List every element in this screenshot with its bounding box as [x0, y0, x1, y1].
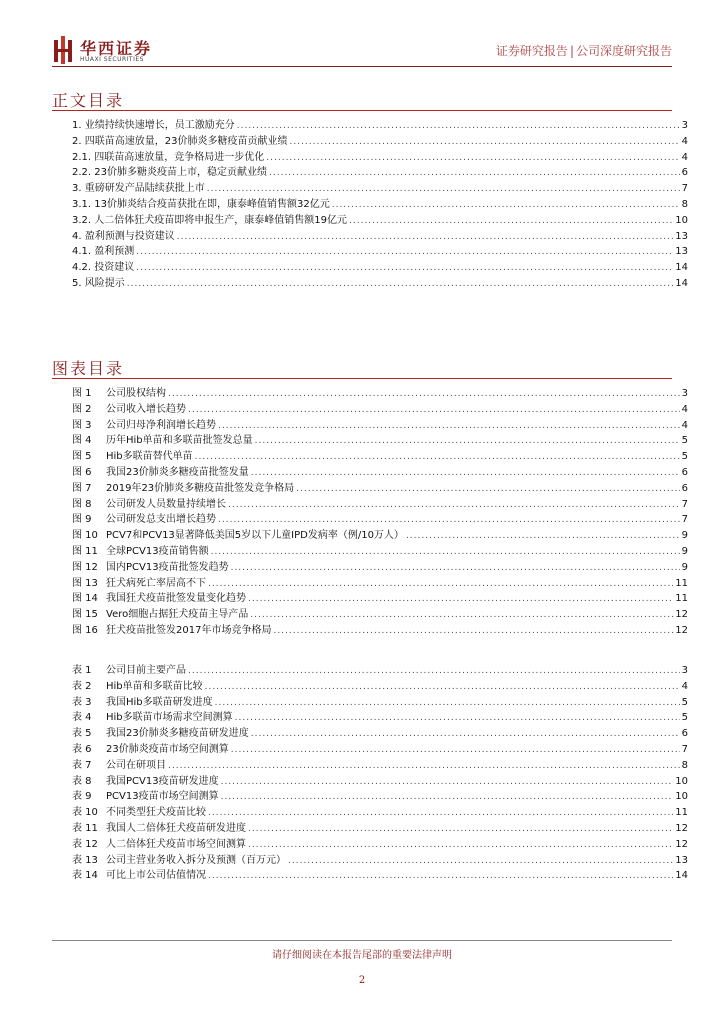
entry-page: 9 — [681, 561, 688, 573]
entry-text: 我国PCV13疫苗研发进度 — [106, 775, 219, 787]
entry-number: 图 11 — [72, 545, 98, 557]
entry-label — [72, 607, 250, 623]
logo-chinese-name: 华西证券 — [80, 39, 153, 58]
entry-label: 4.2. 投资建议 — [72, 262, 135, 274]
dot-leader — [251, 727, 680, 743]
toc-entry[interactable] — [72, 260, 688, 276]
dot-leader — [136, 261, 673, 277]
figures-title: 图表目录 — [52, 359, 125, 378]
entry-number: 表 11 — [72, 822, 98, 834]
entry-page: 14 — [675, 870, 688, 882]
toc-entry[interactable] — [72, 868, 688, 884]
entry-page: 5 — [681, 435, 688, 447]
dot-leader — [168, 759, 680, 775]
entry-label — [72, 821, 248, 837]
entry-page: 6 — [681, 167, 688, 179]
toc-entry[interactable] — [72, 805, 688, 821]
report-category — [496, 42, 672, 59]
figure-list — [72, 386, 688, 639]
dot-leader — [251, 466, 680, 482]
dot-leader — [221, 775, 674, 791]
entry-page: 14 — [675, 277, 688, 289]
toc-entry[interactable] — [72, 528, 688, 544]
entry-text: Hib多联苗市场需求空间测算 — [106, 712, 233, 724]
entry-number: 图 4 — [72, 435, 92, 447]
toc-entry[interactable] — [72, 789, 688, 805]
entry-text: 历年Hib单苗和多联苗批签发总量 — [106, 435, 253, 447]
entry-text: Hib多联苗替代单苗 — [106, 451, 193, 463]
entry-number: 图 6 — [72, 466, 92, 478]
dot-leader — [208, 806, 673, 822]
dot-leader — [221, 790, 674, 806]
toc-entry[interactable] — [72, 679, 688, 695]
dot-leader — [248, 838, 673, 854]
entry-text: 狂犬病死亡率居高不下 — [106, 577, 206, 589]
entry-label — [72, 449, 195, 465]
entry-label — [72, 544, 211, 560]
entry-label — [72, 837, 248, 853]
entry-page: 4 — [681, 135, 688, 147]
entry-page: 13 — [675, 854, 688, 866]
entry-number: 图 2 — [72, 403, 92, 415]
toc-entry[interactable] — [72, 402, 688, 418]
entry-number: 图 13 — [72, 577, 98, 589]
toc-entry[interactable] — [72, 663, 688, 679]
dot-leader — [218, 419, 680, 435]
entry-label — [72, 695, 215, 711]
entry-page: 4 — [681, 151, 688, 163]
toc-entry[interactable] — [72, 837, 688, 853]
dot-leader — [273, 624, 673, 640]
toc-entry[interactable] — [72, 710, 688, 726]
entry-text: 公司研发人员数量持续增长 — [106, 498, 226, 510]
dot-leader — [208, 869, 673, 885]
dot-leader — [207, 182, 680, 198]
entry-text: 公司股权结构 — [106, 388, 166, 399]
entry-page: 6 — [681, 466, 688, 478]
entry-text: 公司归母净利润增长趋势 — [106, 419, 216, 431]
entry-page: 11 — [675, 577, 688, 589]
entry-page: 11 — [675, 807, 688, 819]
entry-text: 2019年23价肺炎多糖疫苗批签发竞争格局 — [106, 482, 295, 494]
toc-title-rule — [52, 110, 672, 111]
entry-label — [72, 576, 208, 592]
entry-text: 我国23价肺炎多糖疫苗研发进度 — [106, 728, 249, 740]
entry-text: PCV13疫苗市场空间测算 — [106, 791, 219, 803]
entry-label — [72, 742, 231, 758]
entry-page: 3 — [681, 665, 688, 676]
dot-leader — [235, 711, 680, 727]
entry-text: 国内PCV13疫苗批签发趋势 — [106, 561, 229, 573]
dot-leader — [296, 482, 679, 498]
toc-entry[interactable] — [72, 276, 688, 292]
entry-number: 图 3 — [72, 419, 92, 431]
entry-number: 表 2 — [72, 680, 92, 692]
entry-text: 23价肺炎疫苗市场空间测算 — [106, 743, 229, 755]
entry-label — [72, 402, 188, 418]
report-subtype: 公司深度研究报告 — [575, 44, 672, 58]
dot-leader — [168, 387, 680, 403]
toc-entry[interactable] — [72, 742, 688, 758]
entry-label — [72, 774, 221, 790]
dot-leader — [231, 743, 680, 759]
entry-label: 1. 业绩持续快速增长，员工激励充分 — [72, 120, 235, 131]
entry-label: 3. 重磅研发产品陆续获批上市 — [72, 183, 205, 195]
dot-leader — [266, 151, 679, 167]
dot-leader — [406, 529, 680, 545]
toc-entry[interactable] — [72, 244, 688, 260]
toc-entry[interactable] — [72, 181, 688, 197]
entry-page: 6 — [681, 728, 688, 740]
entry-number: 表 9 — [72, 791, 92, 803]
entry-number: 表 1 — [72, 665, 92, 676]
entry-number: 图 5 — [72, 451, 92, 463]
entry-label: 2.2. 23价肺多糖炎疫苗上市，稳定贡献业绩 — [72, 167, 267, 179]
entry-page: 12 — [675, 609, 688, 621]
header-separator: | — [569, 44, 574, 58]
huaxi-logo-icon — [52, 36, 74, 64]
toc-entry[interactable] — [72, 118, 688, 134]
entry-number: 表 3 — [72, 696, 92, 708]
entry-page: 5 — [681, 696, 688, 708]
entry-page: 12 — [675, 624, 688, 636]
toc-entry[interactable] — [72, 481, 688, 497]
dot-leader — [188, 664, 680, 680]
dot-leader — [289, 135, 679, 151]
entry-text: 人二倍体狂犬疫苗市场空间测算 — [106, 838, 246, 850]
entry-label — [72, 853, 288, 869]
logo-english-name: HUAXI SECURITIES — [80, 56, 144, 63]
entry-page: 8 — [681, 198, 688, 210]
entry-label — [72, 591, 248, 607]
dot-leader — [228, 498, 680, 514]
entry-label — [72, 758, 168, 774]
entry-number: 表 5 — [72, 728, 92, 740]
entry-number: 图 7 — [72, 482, 92, 494]
toc-entry[interactable] — [72, 165, 688, 181]
toc-entry[interactable] — [72, 449, 688, 465]
toc-entry[interactable] — [72, 853, 688, 869]
toc-entry[interactable] — [72, 623, 688, 639]
entry-text: 公司收入增长趋势 — [106, 403, 186, 415]
legal-disclaimer: 请仔细阅读在本报告尾部的重要法律声明 — [272, 950, 452, 961]
toc-entry[interactable] — [72, 726, 688, 742]
entry-label — [72, 386, 168, 402]
entry-page: 8 — [681, 759, 688, 771]
dot-leader — [248, 592, 673, 608]
entry-page: 7 — [681, 498, 688, 510]
entry-text: 我国23价肺炎多糖疫苗批签发量 — [106, 466, 249, 478]
entry-number: 图 9 — [72, 514, 92, 526]
toc-entry[interactable] — [72, 197, 688, 213]
entry-number: 图 1 — [72, 388, 92, 399]
entry-page: 5 — [681, 451, 688, 463]
entry-page: 12 — [675, 822, 688, 834]
entry-number: 图 16 — [72, 624, 98, 636]
entry-text: 公司主营业务收入拆分及预测（百万元） — [106, 854, 286, 866]
entry-label — [72, 623, 273, 639]
dot-leader — [205, 680, 680, 696]
entry-page: 14 — [675, 262, 688, 274]
entry-text: PCV7和PCV13显著降低美国5岁以下儿童IPD发病率（例/10万人） — [106, 530, 404, 542]
entry-page: 4 — [681, 403, 688, 415]
toc-entry[interactable] — [72, 433, 688, 449]
dot-leader — [188, 403, 680, 419]
page-header — [0, 0, 724, 70]
entry-label — [72, 465, 251, 481]
entry-text: 公司研发总支出增长趋势 — [106, 514, 216, 526]
entry-page: 7 — [681, 183, 688, 195]
toc-entry[interactable] — [72, 213, 688, 229]
toc-entry[interactable] — [72, 229, 688, 245]
dot-leader — [288, 854, 673, 870]
entry-label: 4. 盈利预测与投资建议 — [72, 230, 175, 242]
entry-page: 11 — [675, 593, 688, 605]
entry-label — [72, 512, 218, 528]
table-list — [72, 663, 688, 884]
toc-entry[interactable] — [72, 576, 688, 592]
entry-page: 9 — [681, 545, 688, 557]
entry-page: 7 — [681, 743, 688, 755]
dot-leader — [136, 245, 673, 261]
entry-text: 我国狂犬疫苗批签发量变化趋势 — [106, 593, 246, 605]
entry-number: 表 4 — [72, 712, 92, 724]
entry-text: 全球PCV13疫苗销售额 — [106, 545, 209, 557]
entry-page: 10 — [675, 214, 688, 226]
toc-entry[interactable] — [72, 758, 688, 774]
entry-label: 2.1. 四联苗高速放量，竞争格局进一步优化 — [72, 151, 265, 163]
dot-leader — [177, 230, 674, 246]
entry-text: 可比上市公司估值情况 — [106, 870, 206, 882]
entry-label — [72, 433, 255, 449]
toc-entry[interactable] — [72, 774, 688, 790]
entry-number: 图 15 — [72, 609, 98, 621]
dot-leader — [332, 198, 680, 214]
entry-page: 9 — [681, 530, 688, 542]
entry-page: 5 — [681, 712, 688, 724]
entry-label — [72, 710, 235, 726]
entry-page: 12 — [675, 838, 688, 850]
header-divider — [52, 66, 672, 67]
entry-page: 10 — [675, 775, 688, 787]
entry-label — [72, 868, 208, 884]
entry-page: 13 — [675, 246, 688, 258]
entry-label: 2. 四联苗高速放量，23价肺炎多糖疫苗贡献业绩 — [72, 135, 288, 147]
entry-number: 表 6 — [72, 743, 92, 755]
entry-page: 7 — [681, 514, 688, 526]
entry-page: 3 — [681, 388, 688, 399]
dot-leader — [255, 434, 680, 450]
toc-entry[interactable] — [72, 150, 688, 166]
toc-entry[interactable] — [72, 134, 688, 150]
entry-label: 4.1. 盈利预测 — [72, 246, 135, 258]
entry-label — [72, 805, 208, 821]
toc-entry[interactable] — [72, 607, 688, 623]
entry-text: 我国人二倍体狂犬疫苗研发进度 — [106, 822, 246, 834]
entry-number: 表 12 — [72, 838, 98, 850]
dot-leader — [195, 450, 680, 466]
entry-text: 不同类型狂犬疫苗比较 — [106, 807, 206, 819]
entry-label — [72, 481, 296, 497]
entry-label — [72, 528, 406, 544]
entry-label — [72, 560, 231, 576]
page-number: 2 — [358, 975, 366, 986]
toc-entry[interactable] — [72, 512, 688, 528]
toc-entry[interactable] — [72, 591, 688, 607]
company-logo — [52, 36, 182, 66]
entry-page: 13 — [675, 230, 688, 242]
dot-leader — [211, 545, 680, 561]
dot-leader — [248, 822, 673, 838]
toc-title: 正文目录 — [52, 91, 125, 110]
toc-entry[interactable] — [72, 695, 688, 711]
entry-text: Vero细胞占据狂犬疫苗主导产品 — [106, 609, 249, 621]
entry-number: 图 8 — [72, 498, 92, 510]
toc-entry[interactable] — [72, 497, 688, 513]
entry-number: 表 10 — [72, 807, 98, 819]
dot-leader — [208, 577, 673, 593]
entry-label — [72, 726, 251, 742]
entry-label — [72, 789, 221, 805]
toc-entry[interactable] — [72, 465, 688, 481]
toc-entry[interactable] — [72, 386, 688, 402]
entry-label — [72, 418, 218, 434]
entry-number: 图 12 — [72, 561, 98, 573]
dot-leader — [218, 513, 680, 529]
footer-divider — [52, 940, 672, 941]
entry-label — [72, 663, 188, 679]
figures-title-rule — [52, 378, 672, 379]
entry-number: 表 13 — [72, 854, 98, 866]
toc-entry[interactable] — [72, 821, 688, 837]
entry-label — [72, 679, 205, 695]
entry-text: 公司目前主要产品 — [106, 665, 186, 676]
entry-page: 6 — [681, 482, 688, 494]
dot-leader — [237, 119, 680, 135]
toc-entry[interactable] — [72, 560, 688, 576]
toc-entry[interactable] — [72, 544, 688, 560]
entry-number: 表 7 — [72, 759, 92, 771]
entry-label: 5. 风险提示 — [72, 277, 125, 289]
entry-number: 图 10 — [72, 530, 98, 542]
toc-list — [72, 118, 688, 292]
entry-number: 图 14 — [72, 593, 98, 605]
entry-page: 3 — [681, 120, 688, 131]
dot-leader — [231, 561, 680, 577]
entry-text: 狂犬疫苗批签发2017年市场竞争格局 — [106, 624, 272, 636]
dot-leader — [349, 214, 673, 230]
entry-text: Hib单苗和多联苗比较 — [106, 680, 203, 692]
entry-page: 4 — [681, 680, 688, 692]
entry-text: 公司在研项目 — [106, 759, 166, 771]
dot-leader — [215, 696, 680, 712]
dot-leader — [269, 166, 680, 182]
entry-text: 我国Hib多联苗研发进度 — [106, 696, 213, 708]
dot-leader — [250, 608, 673, 624]
entry-label — [72, 497, 228, 513]
entry-number: 表 14 — [72, 870, 98, 882]
entry-page: 4 — [681, 419, 688, 431]
entry-page: 10 — [675, 791, 688, 803]
entry-label: 3.2. 人二倍体狂犬疫苗即将申报生产，康泰峰值销售额19亿元 — [72, 214, 347, 226]
toc-entry[interactable] — [72, 418, 688, 434]
entry-number: 表 8 — [72, 775, 92, 787]
entry-label: 3.1. 13价肺炎结合疫苗获批在即，康泰峰值销售额32亿元 — [72, 198, 330, 210]
report-type: 证券研究报告 — [495, 44, 568, 58]
dot-leader — [127, 277, 674, 293]
